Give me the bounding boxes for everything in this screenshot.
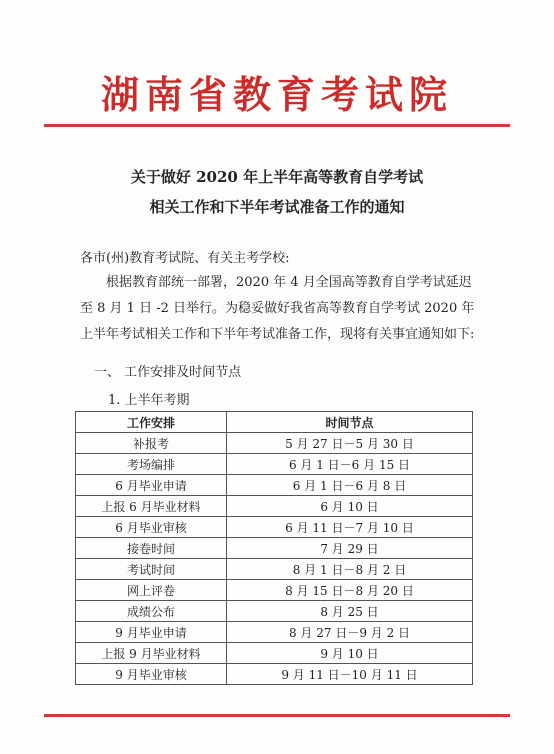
schedule-table-body — [76, 433, 473, 685]
table-row — [76, 538, 473, 559]
salutation: 各市(州)教育考试院、有关主考学校: — [80, 251, 290, 266]
table-row — [76, 454, 473, 475]
cell-time: 6 月 10 日 — [227, 496, 473, 517]
subsection-heading: 1. 上半年考期 — [108, 393, 190, 408]
schedule-table — [75, 411, 473, 685]
cell-time: 8 月 25 日 — [227, 601, 473, 622]
cell-task: 上报 9 月毕业材料 — [76, 643, 227, 664]
table-row — [76, 475, 473, 496]
table-row — [76, 622, 473, 643]
cell-task: 6 月毕业审核 — [76, 517, 227, 538]
cell-task: 接卷时间 — [76, 538, 227, 559]
body-paragraph: 根据教育部统一部署，2020 年 4 月全国高等教育自学考试延迟至 8 月 1 日 -2 日举行。为稳妥做好我省高等教育自学考试 2020 年上半年考试相关工作和下半年考试准备工作，现将有关事宜通知如下: — [80, 275, 475, 342]
cell-time: 6 月 1 日－6 月 15 日 — [227, 454, 473, 475]
cell-time: 6 月 11 日－7 月 10 日 — [227, 517, 473, 538]
cell-time: 9 月 11 日－10 月 11 日 — [227, 664, 473, 685]
notice-title — [0, 162, 554, 222]
org-letterhead-title: 湖南省教育考试院 — [100, 73, 453, 117]
notice-title-line-2: 相关工作和下半年考试准备工作的通知 — [149, 198, 405, 216]
cell-time: 7 月 29 日 — [227, 538, 473, 559]
cell-task: 上报 6 月毕业材料 — [76, 496, 227, 517]
cell-task: 9 月毕业审核 — [76, 664, 227, 685]
notice-title-line-1: 关于做好 2020 年上半年高等教育自学考试 — [130, 168, 424, 186]
letterhead-divider-top — [44, 124, 510, 127]
cell-time: 8 月 15 日－8 月 20 日 — [227, 580, 473, 601]
table-row — [76, 433, 473, 454]
table-row — [76, 517, 473, 538]
cell-task: 考场编排 — [76, 454, 227, 475]
column-header-task: 工作安排 — [76, 412, 227, 433]
column-header-time: 时间节点 — [227, 412, 473, 433]
table-row — [76, 601, 473, 622]
cell-task: 6 月毕业申请 — [76, 475, 227, 496]
cell-task: 成绩公布 — [76, 601, 227, 622]
footer-divider — [44, 714, 510, 717]
table-row — [76, 559, 473, 580]
cell-time: 8 月 1 日－8 月 2 日 — [227, 559, 473, 580]
cell-time: 8 月 27 日－9 月 2 日 — [227, 622, 473, 643]
cell-time: 6 月 1 日－6 月 8 日 — [227, 475, 473, 496]
cell-task: 网上评卷 — [76, 580, 227, 601]
table-header-row — [76, 412, 473, 433]
cell-time: 5 月 27 日－5 月 30 日 — [227, 433, 473, 454]
cell-task: 考试时间 — [76, 559, 227, 580]
cell-time: 9 月 10 日 — [227, 643, 473, 664]
table-row — [76, 643, 473, 664]
cell-task: 9 月毕业申请 — [76, 622, 227, 643]
table-row — [76, 496, 473, 517]
table-row — [76, 664, 473, 685]
table-row — [76, 580, 473, 601]
section-heading: 一、 工作安排及时间节点 — [94, 365, 242, 380]
cell-task: 补报考 — [76, 433, 227, 454]
